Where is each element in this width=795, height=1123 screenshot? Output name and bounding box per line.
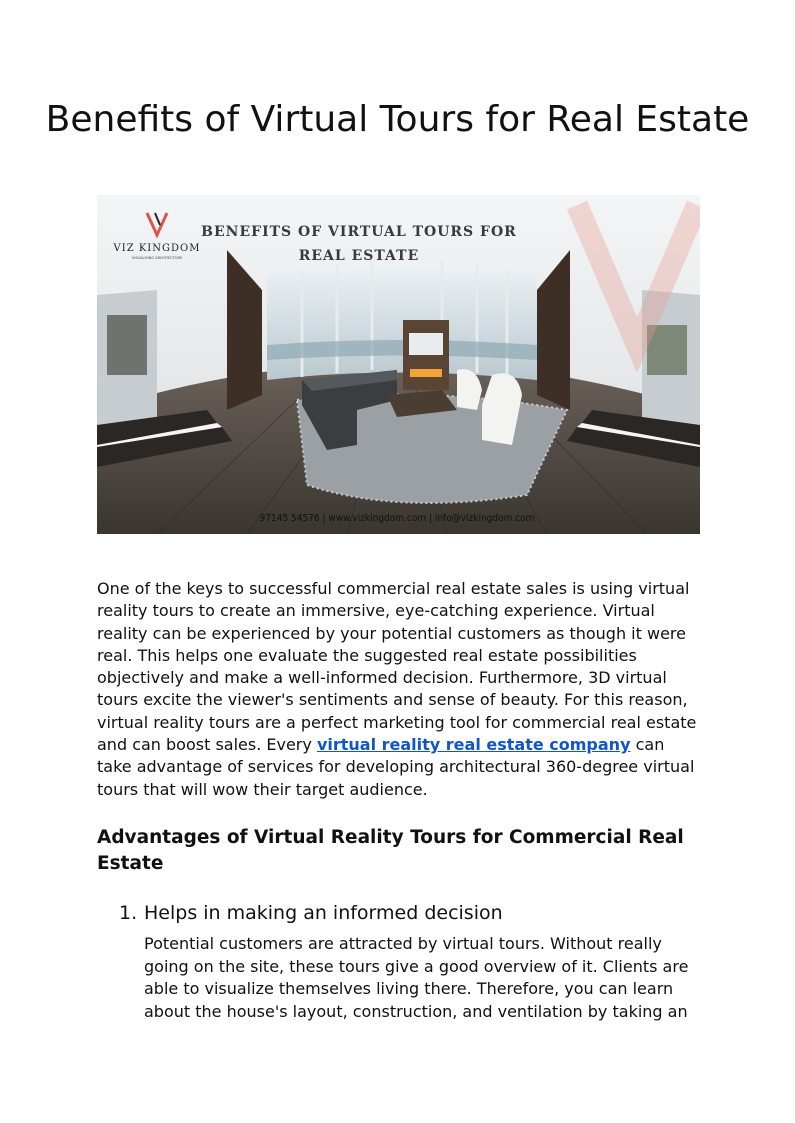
company-link[interactable]: virtual reality real estate company xyxy=(316,735,631,755)
logo-name: VIZ KINGDOM xyxy=(113,243,201,254)
logo-tagline: VISUALISING ARCHITECTURE xyxy=(131,256,183,260)
list-item-heading xyxy=(119,900,699,926)
list-item-title: Helps in making an informed decision xyxy=(144,902,503,924)
section-heading: Advantages of Virtual Reality Tours for Commercial Real Estate xyxy=(97,827,684,874)
list-item-number: 1. xyxy=(119,902,138,924)
intro-text: One of the keys to successful commercial real estate sales is using virtual reality tours to create an immersive, eye-catching experience. Virtual reality can be experienced by your potential customers as though it were real. This helps one evaluate the suggested real estate possibilities objectively and make a well-informed decision. Furthermore, 3D virtual tours excite the viewer's sentiments and sense of beauty. For this reason, virtual reality tours are a perfect marketing tool for commercial real estate and can boost sales. Every xyxy=(97,579,697,755)
list-item-text: Potential customers are attracted by virtual tours. Without really going on the site, these tours give a good overview of it. Clients are able to visualize themselves living there. Therefore, you can learn about the house's layout, construction, and ventilation by taking an xyxy=(144,934,689,1022)
banner-title-line2: REAL ESTATE xyxy=(298,248,420,264)
intro-paragraph xyxy=(97,578,703,801)
banner-contact: 97145 54576 | www.vizkingdom.com | info@vizkingdom.com xyxy=(259,513,535,524)
banner-title-line1: BENEFITS OF VIRTUAL TOURS FOR xyxy=(201,224,517,240)
intro-text-end: can take advantage of services for developing architectural 360-degree virtual tours that will wow their target audience. xyxy=(97,735,695,799)
page-title: Benefits of Virtual Tours for Real Estate xyxy=(45,99,750,140)
hero-image xyxy=(97,195,700,534)
